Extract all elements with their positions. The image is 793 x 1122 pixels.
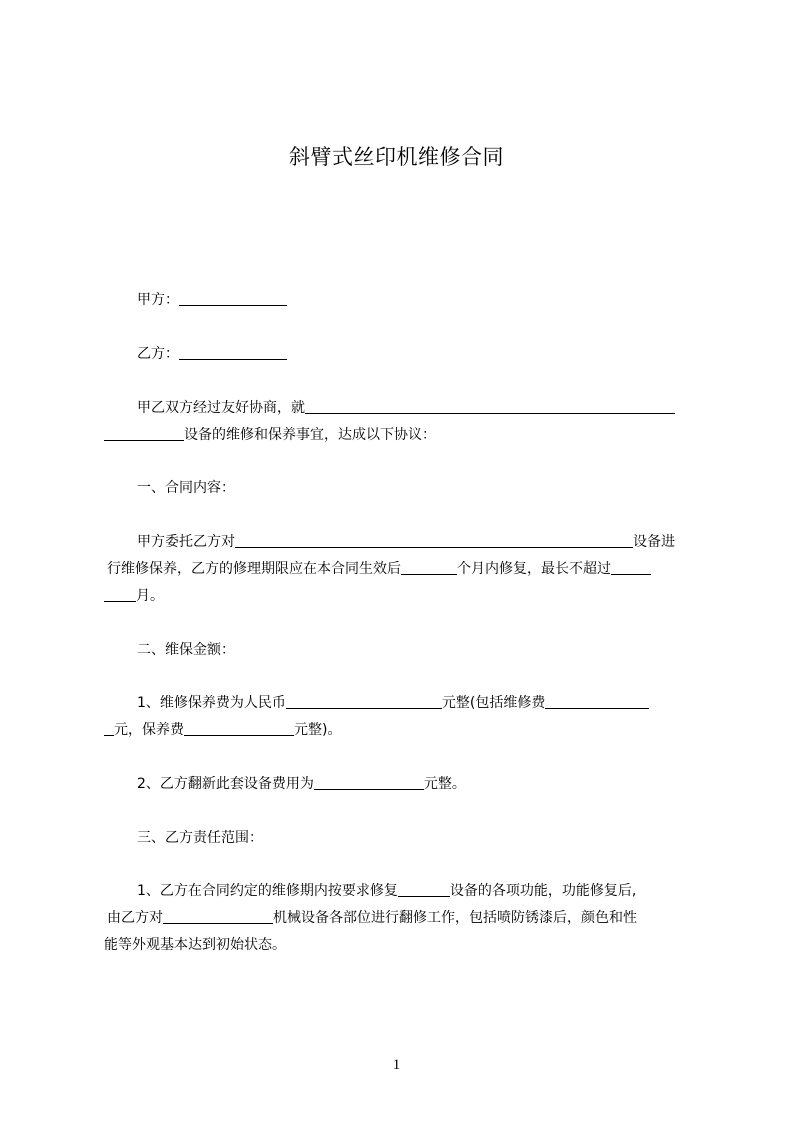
party-a-blank <box>179 291 287 306</box>
section-1-text-3: 月。 <box>136 588 164 604</box>
section-3-item-1-text-c: 由乙方对 <box>107 910 163 926</box>
section-1-text-2b: 个月内修复，最长不超过 <box>457 561 611 577</box>
section-1-blank-3 <box>611 560 651 575</box>
section-2-item-1-text-c: 元，保养费 <box>114 722 184 738</box>
section-2-item-2-text-b: 元整。 <box>423 776 466 792</box>
section-1-line-3 <box>104 586 164 606</box>
section-2-item-1-text-a: 1、维修保养费为人民币 <box>137 695 286 711</box>
section-2-item-2-text-a: 2、乙方翻新此套设备费用为 <box>137 776 314 792</box>
section-1-text-1b: 设备进 <box>633 534 675 550</box>
section-3-item-1-text-a: 1、乙方在合同约定的维修期内按要求修复 <box>137 883 398 899</box>
section-2-item-1-line-1 <box>137 693 649 713</box>
section-1-blank-1 <box>235 533 633 548</box>
section-1-line-1 <box>137 532 675 552</box>
intro-text-2: 设备的维修和保养事宜，达成以下协议： <box>184 427 436 443</box>
party-a-label: 甲方： <box>137 292 179 308</box>
section-2-item-2-line <box>137 774 466 794</box>
section-2-item-1-text-b: 元整(包括维修费 <box>441 695 546 711</box>
section-1-text-1a: 甲方委托乙方对 <box>137 534 235 550</box>
party-a-line <box>137 290 287 310</box>
party-b-blank <box>179 345 287 360</box>
section-3-item-1-line-2 <box>107 908 637 928</box>
section-1-heading: 一、合同内容： <box>137 480 235 496</box>
section-3-item-1-text-d: 机械设备各部位进行翻修工作，包括喷防锈漆后，颜色和性 <box>273 910 637 926</box>
section-2-item-1-line-2 <box>104 720 341 740</box>
section-2-item-1-text-d: 元整)。 <box>294 722 342 738</box>
section-1-text-2a: 行维修保养，乙方的修理期限应在本合同生效后 <box>107 561 401 577</box>
intro-blank-2 <box>104 426 184 441</box>
section-1-line-2 <box>107 559 651 579</box>
section-3-item-1-blank-1 <box>398 882 450 897</box>
section-3-item-1-text-b: 设备的各项功能，功能修复后, <box>449 883 637 899</box>
party-b-line <box>137 344 287 364</box>
section-2-item-1-blank-4 <box>184 721 294 736</box>
intro-line-2 <box>104 425 436 445</box>
intro-line-1 <box>137 398 675 418</box>
section-2-item-1-blank-2 <box>545 694 649 709</box>
document-title: 斜臂式丝印机维修合同 <box>289 145 504 169</box>
section-3-item-1-blank-2 <box>163 909 273 924</box>
section-1-blank-2 <box>401 560 457 575</box>
section-2-heading: 二、维保金额： <box>137 642 235 658</box>
section-2-item-1-blank-1 <box>286 694 442 709</box>
section-1-blank-4 <box>104 587 136 602</box>
section-3-item-1-line-3: 能等外观基本达到初始状态。 <box>104 937 286 953</box>
section-3-item-1-line-1 <box>137 881 636 901</box>
section-2-item-1-blank-3 <box>104 721 114 736</box>
page-number: 1 <box>392 1057 401 1073</box>
section-2-item-2-blank <box>314 775 424 790</box>
section-3-heading: 三、乙方责任范围： <box>137 830 263 846</box>
party-b-label: 乙方： <box>137 346 179 362</box>
intro-text-1: 甲乙双方经过友好协商，就 <box>137 400 305 416</box>
intro-blank-1 <box>305 399 675 414</box>
